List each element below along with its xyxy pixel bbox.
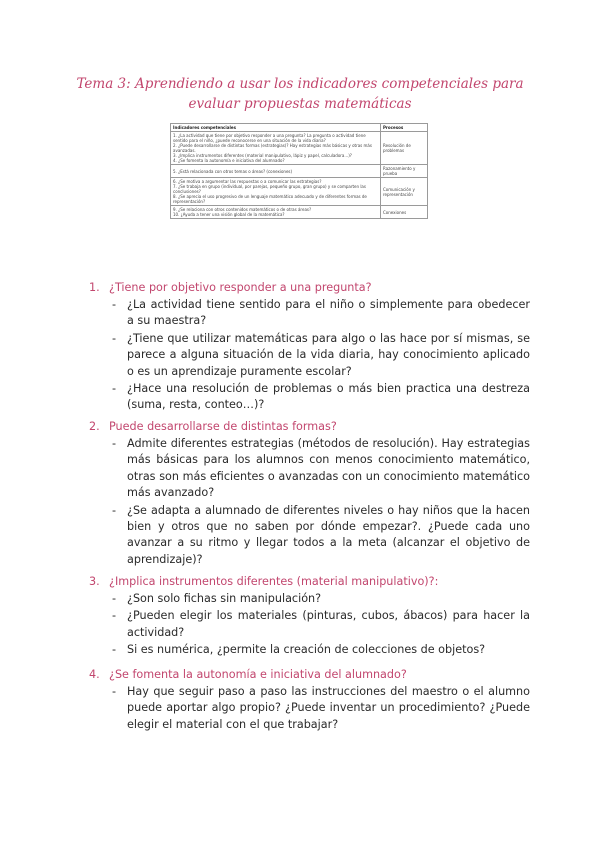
page-title: Tema 3: Aprendiendo a usar los indicadores competenciales para evaluar propuestas matemáticas — [76, 76, 524, 112]
question-number: 1. — [89, 281, 100, 294]
table-cell-process: Resolución de problemas — [381, 132, 428, 165]
question-text: ¿Se fomenta la autonomía e iniciativa del alumnado? — [109, 668, 407, 681]
list-item: - ¿Son solo fichas sin manipulación? — [127, 591, 530, 607]
question-3 — [89, 574, 529, 659]
list-item: - ¿Pueden elegir los materiales (pinturas, cubos, ábacos) para hacer la actividad? — [127, 608, 530, 641]
list-item: - Si es numérica, ¿permite la creación de colecciones de objetos? — [127, 642, 530, 658]
table-cell-indicators — [171, 178, 381, 206]
question-1 — [89, 280, 529, 414]
indicator-text: 6. ¿Se motiva a argumentar las respuestas o a comunicar las estrategias? — [173, 179, 322, 184]
table-row — [171, 165, 428, 178]
indicator-text: 9. ¿Se relaciona con otros contenidos matemáticos o de otras áreas? — [173, 207, 312, 212]
question-heading — [89, 574, 529, 590]
table-row — [171, 178, 428, 206]
table-header-processes: Procesos — [381, 124, 428, 132]
list-item: - Admite diferentes estrategias (métodos de resolución). Hay estrategias más básicas para los alumnos con menos conocimiento matemático, otras son más eficientes o avanzadas con un conocimiento matemático más avanzado? — [127, 436, 530, 502]
table-cell-indicators — [171, 132, 381, 165]
indicator-text: 3. ¿Implica instrumentos diferentes (material manipulativo, lápiz y papel, calculadora...)? — [173, 153, 352, 158]
question-number: 3. — [89, 575, 100, 588]
list-item: - ¿La actividad tiene sentido para el niño o simplemente para obedecer a su maestra? — [127, 297, 530, 330]
table-cell-indicators — [171, 206, 381, 219]
indicators-table — [170, 123, 428, 219]
question-heading — [89, 419, 529, 435]
question-heading — [89, 667, 529, 683]
table-row — [171, 132, 428, 165]
question-number: 2. — [89, 420, 100, 433]
indicator-text: 2. ¿Puede desarrollarse de distintas formas (estrategias)? Hay estrategias más básicas y otras más avanzadas. — [173, 143, 372, 153]
question-2 — [89, 419, 529, 568]
table-cell-process: Razonamiento y prueba — [381, 165, 428, 178]
indicator-text: 4. ¿Se fomenta la autonomía e iniciativa del alumnado? — [173, 158, 285, 163]
table-header-row — [171, 124, 428, 132]
question-number: 4. — [89, 668, 100, 681]
indicator-text: 10. ¿Ayuda a tener una visión global de la matemática? — [173, 212, 285, 217]
question-text: Puede desarrollarse de distintas formas? — [109, 420, 337, 433]
list-item: - Hay que seguir paso a paso las instrucciones del maestro o el alumno puede aportar algo propio? ¿Puede inventar un procedimiento? ¿Puede elegir el material con el que trabajar? — [127, 684, 530, 733]
list-item: - ¿Tiene que utilizar matemáticas para algo o las hace por sí mismas, se parece a alguna situación de la vida diaria, hay conocimiento aplicado o es un aprendizaje puramente escolar? — [127, 331, 530, 380]
table-header-indicators: Indicadores competenciales — [171, 124, 381, 132]
table-cell-process: Conexiones — [381, 206, 428, 219]
question-text: ¿Implica instrumentos diferentes (material manipulativo)?: — [109, 575, 439, 588]
indicator-text: 8. ¿Se aprecia el uso progresivo de un lenguaje matemático adecuado y de diferentes formas de representación? — [173, 194, 367, 204]
indicator-text: 1. ¿La actividad que tiene por objetivo responder a una pregunta? La pregunta o actividad tiene sentido para el niño, ¿puede reconocerse en una situación de la vida diaria? — [173, 133, 366, 143]
table-cell-process: Comunicación y representación — [381, 178, 428, 206]
table-cell-indicators — [171, 165, 381, 178]
question-heading — [89, 280, 529, 296]
question-text: ¿Tiene por objetivo responder a una pregunta? — [109, 281, 372, 294]
list-item: - ¿Hace una resolución de problemas o más bien practica una destreza (suma, resta, conteo…)? — [127, 381, 530, 414]
list-item: - ¿Se adapta a alumnado de diferentes niveles o hay niños que la hacen bien y otros que no saben por dónde empezar?. ¿Puede cada uno avanzar a su ritmo y llegar todos a la meta (alcanzar el objetivo de aprendizaje)? — [127, 503, 530, 569]
question-4 — [89, 667, 529, 733]
indicator-text: 7. ¿Se trabaja en grupo (individual, por parejas, pequeño grupo, gran grupo) y se comparten las conclusiones? — [173, 184, 366, 194]
indicator-text: 5. ¿Está relacionada con otros temas o áreas? (conexiones) — [173, 168, 293, 174]
table-row — [171, 206, 428, 219]
